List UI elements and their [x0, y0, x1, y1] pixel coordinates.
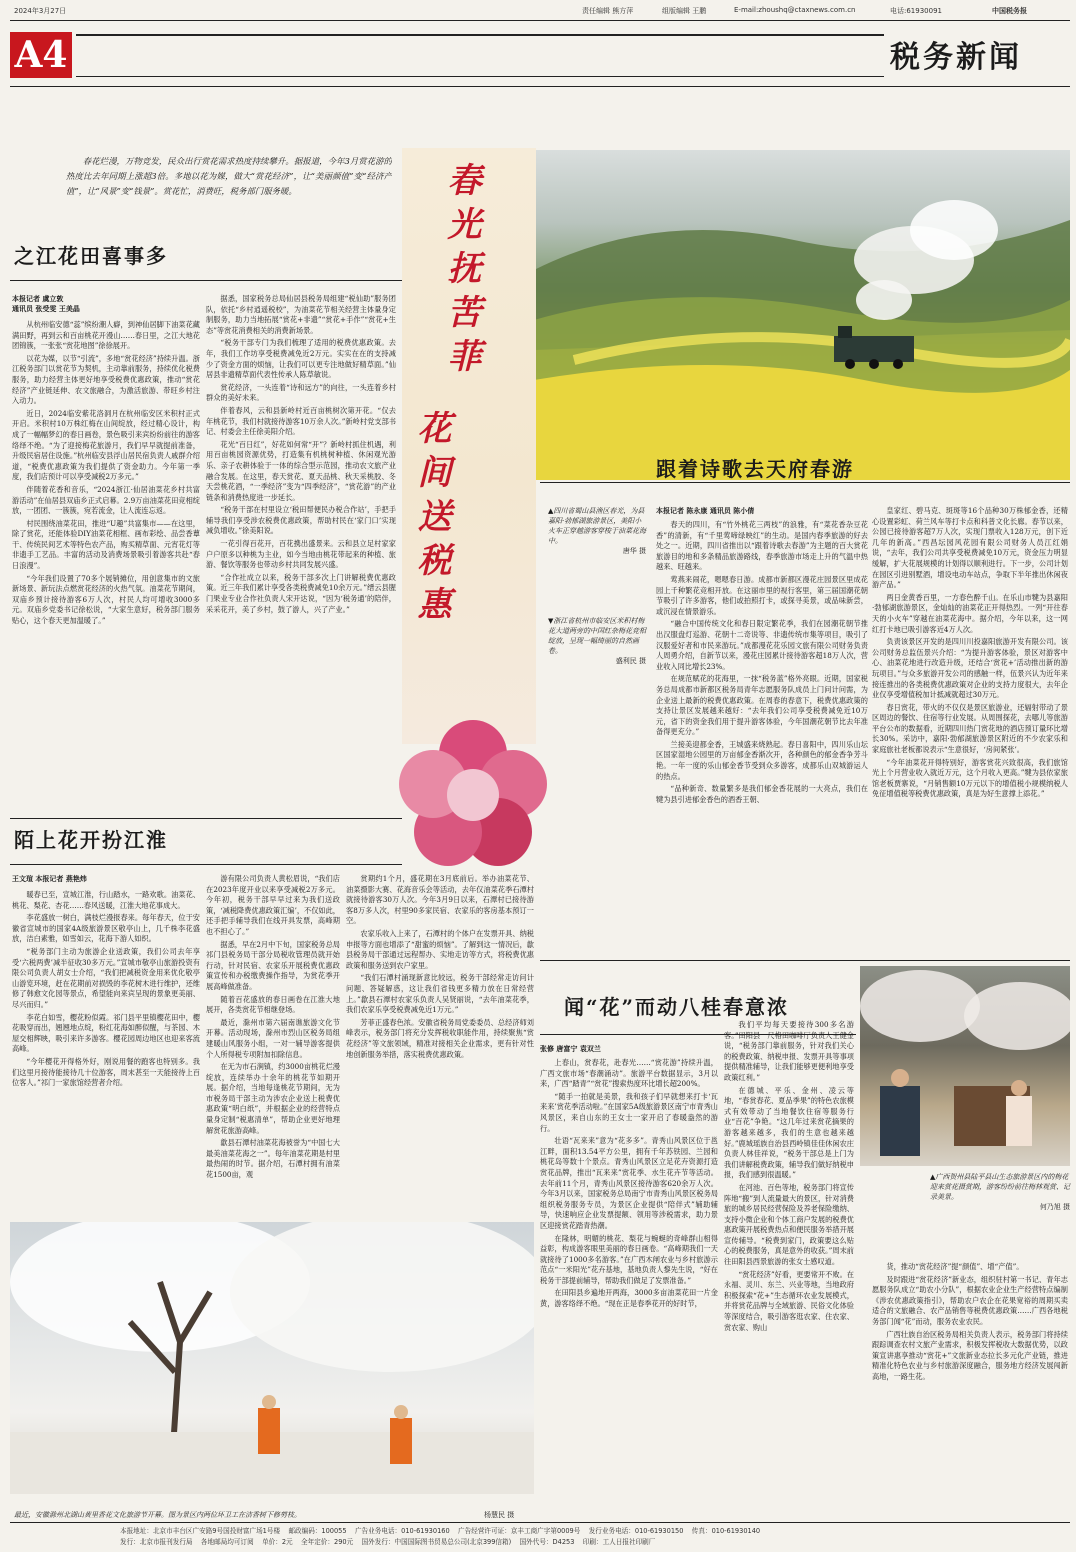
pear-blossom-illustration: [10, 1222, 534, 1494]
footer-annual: 全年定价：290元: [301, 1538, 354, 1546]
footer-code: 国外代号：D4253: [519, 1538, 575, 1546]
paragraph: “赏花经济”好看，更要常开不败。在永福、灵川、东兰、兴业等地，当地政府积极探索“花+”生态循环农业发展模式，并将赏花品牌与全域旅游、民俗文化体验等深度结合，吸引游客逛农家、住农家、赏农家、购山: [724, 1269, 854, 1332]
footer-postcode: 邮政编码：100055: [288, 1527, 347, 1535]
paragraph: 从杭州临安德“蕊”缤纷潮人癖，到神仙居脚下油菜花藏满田野，再到云和百亩桃花开漫山……春日里，之江大地花团锦簇，一张张“赏花地图”徐徐展开。: [12, 320, 200, 351]
paragraph: 在无为市石涧镇，约3000亩桃花烂漫绽放，连续举办十余年的桃花节如期开展。据介绍，当地每逢桃花节期间，无为市税务局干部主动为涉农企业送上税费优惠政策“明白纸”，并根据企业的经营特点量身定制“税惠清单”，帮助企业更好地理解赏花旅游高峰。: [206, 1062, 340, 1135]
paragraph: “品种新奇、数量繁多是我们郁金香花展的一大亮点，我们在犍为县引进郁金香色的酒香王朝、: [656, 784, 868, 804]
article4-column-1: [540, 1058, 718, 1506]
section-title: 税务新闻: [890, 40, 1022, 75]
paragraph: 我们平均每天要接待300多名游客。”田阳县一尺格田咖啡厅负责人王健金说，“税务部门靠前服务，针对我们关心的税费政策、纳税申报、发票开具等事项提供精准辅导，让我们能够更便利地享受政策红利。”: [724, 1020, 854, 1082]
page-number: A4: [14, 34, 68, 76]
paragraph: 及时跟进“赏花经济”新业态，组织驻村第一书记、青年志愿服务队成立“助农小分队”，根据农业企业生产经营特点编制《涉农优惠政策指引》，帮助农户农企在花果宽裕的周期买卖适合的文旅融合、农产品销售等税费优惠政策……广西各地税务部门闻“花”而动，服务农业农民。: [872, 1274, 1068, 1326]
paragraph: 村民围绕油菜花田，推进“U趣”共富集市——在这里，除了赏花，还能体验DIY油菜花相框、画布彩绘、品尝香蕈干、传统民间艺术等特色农产品，购买精草面、元宵花灯等非遗手工艺品。丰富的活动及消费场景吸引着游客共赴“春日浪漫”。: [12, 518, 200, 571]
plum-garden-illustration: [860, 966, 1070, 1166]
issue-date: 2024年3月27日: [14, 7, 67, 15]
article1-byline-correspondent: 通讯员 张受雯 王美晶: [12, 305, 80, 313]
paragraph: “税务部门主动为旅游企业送政策，我们公司去年享受‘六税两费’减半征收30多万元。”宣城市敬亭山旅游投资有限公司负责人胡女士介绍，“我们把减税资金用来优化敬亭山游览环境，赶在花期前对损毁的李花树木进行维护，还维修了韩愈文化园等景点，希望能向来宾呈现的景象更美丽、尽兴而归。”: [12, 946, 200, 1009]
plum-blossom-collage: [398, 720, 548, 870]
article3-byline: 本报记者 陈永康 通讯员 陈小倩: [656, 507, 755, 515]
paragraph: 近日，2024临安紫花洛洞月在杭州临安区米积村正式开启。米积村10万株红梅在山间绽放，经过精心设计，构成了一幅幅梦幻的春日画卷，景色吸引来宾纷纷前往的游客络绎不绝。“为了迎接梅花旅游月，我们早早就提前准备，升级民宿居住设施。”杭州临安县浮山居民宿负责人戚群介绍道，“税费优惠政策为我们提供了资金助力。今年第一季度，我们店预计可以享受减税2万多元。”: [12, 408, 200, 482]
paragraph: 在河池、百色等地，税务部门将宣传阵地“搬”到人流量最大的景区，针对消费旅的城乡居民经营保险及养老保险缴纳、支持小微企业和个体工商户发展的税费优惠政策开展税费热点和便民服务举措开展宣传辅导。“税费到家门，政策要这么贴心的税费服务，真是意外的收获。”周末前往田阳县西景旅游的张女士感叹道。: [724, 1182, 854, 1267]
paragraph: “今年我们设置了70多个展销摊位，用创意集市的文旅新场景、新玩法点燃赏花经济的火热气氛。油菜花节期间，双庙乡预计接待游客6万人次，村民人均可增收3000多元。双庙乡党委书记徐松说，“大家生意好，税务部门服务贴心，这个春天更加温暖了。”: [12, 573, 200, 626]
paragraph: 游有限公司负责人黄松眉说，“我们店在2023年度开业以来享受减税2万多元。今年初，税务干部早早过来为我们送政策，‘减税降费优惠政策汇编’，不仅如此，还手把手辅导我们在线开具发票，高峰期也不担心了。”: [206, 874, 340, 936]
paragraph: 暖春已至，宣城江淮，行山踏水，一路欢歌。油菜花、桃花、梨花、杏花……春风送暖，江淮大地花事成大。: [12, 890, 200, 910]
paragraph: 广西壮族自治区税务局相关负责人表示，税务部门将持续跟踪调查农村文旅产业需求，积极发挥税收大数据优势，以政策宣讲惠享推动“赏花+”文旅新业态拉长多元化产业链，推进精准化特色农业与乡村旅游深度融合，服务地方经济发展闯新高地，一路生花。: [872, 1329, 1068, 1381]
article1-column-1: [12, 320, 200, 810]
plum-garden-photo: [860, 966, 1070, 1166]
paragraph: 伴着春风，云和县新岭村近百亩桃树次第开花。“仅去年桃花节，我们村就接待游客10万余人次。”新岭村党支部书记、村委会主任徐美阳介绍。: [206, 405, 396, 437]
layout-editor-credit: 组版编辑 王鹏: [662, 7, 707, 15]
article3-caption-1: ▲四川省蜀山县渔区春光，为县嘉阳·勃郁湖旅游景区，美阳小火车正穿越游客穿梭于油菜花海中。: [548, 507, 646, 545]
paragraph: “税务干部在村里设立‘税田帮便民办税合作站’，手把手辅导我们享受涉农税费优惠政策，帮助村民在‘家门口’实现减负增收。”徐美阳说。: [206, 505, 396, 536]
paragraph: 随着百花盛放的春日画卷在江淮大地展开，各类赏花节相继登场。: [206, 994, 340, 1015]
article1-column-2: [206, 294, 396, 810]
paragraph: 芳菲正盛春色浓。安徽省税务局党委委员、总经济师刘峰表示，税务部门将充分发挥税收职能作用，持续聚焦“赏花经济”等文旅领域，精准对接相关企业需求，更有针对性地创新服务举措，落实税费优惠政策。: [346, 1017, 534, 1059]
editor-credit: 责任编辑 熊方萍: [582, 7, 634, 15]
newspaper-name: 中国税务报: [992, 7, 1027, 15]
paragraph: “我们石潭村涌现新意比较远，税务干部经常走访问计问题、答疑解惑，这让我们省钱更多精力放在日常经营上。”歙县石潭村农家乐负责人吴贤丽说，“去年油菜花季，我们农家乐享受税费减免近1万元。”: [346, 973, 534, 1015]
rapeseed-train-illustration: [534, 150, 1070, 480]
footer-fax: 传真：010-61930140: [691, 1527, 761, 1535]
intro-paragraph: [66, 154, 392, 201]
paragraph: 李花白如雪，樱花粉似霞。祁门县平里镇樱花田中，樱花吸穿而出，翘翘地点绽，粉红花海如醉似醒，与茶园、木屋交相辉映，吸引来许多游客。樱花园周边地区也迎来客流高峰。: [12, 1012, 200, 1054]
article2-column-1: [12, 890, 200, 1216]
vertical-headline-1: 春光抚苦菲: [441, 162, 481, 382]
paragraph: 花光“百日红”，好花如何常“开”？新岭村抓住机遇，利用百亩桃园资源优势，打造集有机桃树种植、休闲观光游乐、亲子农耕体验于一体的综合型示范园，推动农文旅产业融合发展。在这里，春天赏花、夏天品桃、秋天采桃胶、冬天尝桃花酒，“一季经济”变为“四季经济”，“赏花游”的产业链条和消费热度进一步延长。: [206, 439, 396, 502]
paragraph: “融合中国传统文化和春日限定繁花季，我们在园潮花朝节推出汉服盘灯巡游、花朝十二奇说等、非遗传统市集等项目，吸引了汉服爱好者和市民来游玩。”成都漫花花乐园文旅有限公司财务负责人周勇介绍，自新节以来，漫花庄园累计接待游客超18万人次，营业收入同比增长23%。: [656, 619, 868, 671]
footer-price: 单价：2元: [262, 1538, 293, 1546]
paragraph: 春天的四川，有“竹外桃花三两枝”的浪雅，有“菜花香杂豆花香”的清新，有“千里莺啼绿映红”的生动。是国内春季旅游的好去处之一。近期，四川省推出以“跟着诗歌去春游”为主题的百大赏花旅游目的地和多条精品旅游路线，春季旅游市场走上升的气温中热越来、旺越来。: [656, 520, 868, 572]
article3-column-2: [872, 506, 1068, 954]
footer-offices: 各地邮局均可订阅: [200, 1538, 254, 1546]
article2-byline: 王文瑄 本报记者 燕艳炜: [12, 875, 87, 883]
paragraph: “合作社成立以来，税务干部多次上门讲解税费优惠政策。近三年我们累计享受各类税费减免10余万元。”缙云县腥门果业专业合作社负责人宋开达说，“因为‘税务通’的陪伴，采采花开，美了乡村，鼓了游人，兴了产业。”: [206, 572, 396, 614]
footer-ad-license: 广告经营许可证：京丰工商广字第0009号: [458, 1527, 581, 1535]
paragraph: 据悉，早在2月中下旬，国家税务总局祁门县税务局干部分局税收管理员就开始行动，针对民宿、农家乐开展税费优惠政策宣传和办税缴费操作指导，为赏花季开展高峰做准备。: [206, 939, 340, 991]
paragraph: 伴随着花香和音乐，“2024浙江·仙居油菜花乡村共富游活动”在仙居县双庙乡正式启幕。2.9万亩油菜花田竞相绽放，一团团、一簇簇，宛若流金，让人流连忘返。: [12, 484, 200, 516]
article1-title: 之江花田喜事多: [14, 244, 168, 268]
rapeseed-train-photo: [534, 150, 1070, 480]
paragraph: 在隆林，明媚的桃花、梨花与蜿蜒的奇峰群山相得益彰，构成游客眼里美丽的春日画卷。“高峰期我们一天就接待了1000多名游客。”在广西木闸农业与乡村旅游示范点“一米阳光”花卉基地，基地负责人黎先生说，“好在税务干部提前辅导，帮助我们做足了发票准备。”: [540, 1233, 718, 1285]
paragraph: 在德城、平乐、金州、凌云等地，“春赏春花、夏品季果”的特色农旅模式有效带动了当地餐饮住宿等服务行业“百花”争艳。“这几年过来赏花摘果的游客越来越多，我们的生意也越来越好。”鹿城瑶族自治县西岭镇佳佳休闲农庄负责人林佳祥说，“税务干部总是上门为我们讲解税费政策，辅导我们做好纳税申报，我们感到很温暖。”: [724, 1085, 854, 1180]
article2-photo-caption: 最近，安徽滁州北湖山黄里香花文化旅游节开幕。图为景区内两位环卫工在洁香树下修剪枝。: [14, 1511, 301, 1519]
paragraph: 在田阳县乡遍地开两海，3000多亩油菜花田一片金黄，游客络绎不绝。“现在正是春季花开的好时节，: [540, 1288, 718, 1309]
paragraph: 皇家红、碧马克、斑斑等16个品种30万株郁金香，还精心设置彩虹、荷兰风车等打卡点和科普文化长廊。春节以来，公园已接待游客超7万人次，实现门票收入128万元，创下近几年的新高。”西昌坛园风花园有限公司财务人员江红娟说，“去年，我们公司共享受税费减免10万元，资金压力明显缓解，扩大花展规模的计划得以顺利进行。下一步，公司计划在园区引进别墅酒，增设电动车站点，争取下半年推出休闲夜游产品。”: [872, 506, 1068, 590]
article2-column-3: [346, 874, 534, 1216]
article3-credit-1: 唐华 摄: [622, 547, 646, 555]
footer-ad-phone: 广告业务电话：010-61930160: [354, 1527, 450, 1535]
paragraph: 壮语“瓦来来”意为“花多多”。青秀山风景区位于邕江畔，面积13.54平方公里，拥有千年苏铁园、兰园和桃花岛等数十个景点。青秀山风景区立足花卉资源打造赏花品牌，推出“瓦来来”赏花季、水生花卉节等活动。去年前11个月，青秀山风景区接待游客620余万人次。今年3月以来，国家税务总局南宁市青秀山风景区税务局组织税务服务专员，为景区企业提供“陪伴式”辅助辅导，快速响应企业发票提额、领用等涉税需求，助力景区迎接赏花踏青热潮。: [540, 1136, 718, 1230]
paragraph: 一花引得百花开，百花携出盛景来。云和县立足村家家户户原多以种桃为主业，如今当地由桃花带起来的种植、旅游、餐饮等服务也带动乡村共同发展兴盛。: [206, 539, 396, 570]
pear-blossom-photo: [10, 1222, 534, 1494]
article2-title: 陌上花开扮江淮: [14, 828, 168, 852]
intro-text: 春花烂漫，万物竞发，民众出行赏花需求热度持续攀升。据报道，今年3月赏花游的热度比去年同期上涨超3倍。多地以花为媒，做大“赏花经济”，让“美丽颜值”变“经济产值”，让“风景”变“钱景”。赏花忙，消费旺，税务部门服务暖。: [66, 156, 392, 196]
paragraph: 货，推动“赏花经济”提“颜值”、增“产值”。: [886, 1262, 1024, 1271]
paragraph: “今年油菜花开得特别好，游客赏花兴致很高，我们旅馆光上个月营业收入就近万元，这个月收入更高。”犍为县依家旅馆老板贾寨说，“月销售额10万元以下的增值税小规模纳税人免征增值税等税费优惠政策，真是为好生意撑上添花。”: [872, 757, 1068, 799]
contact-phone: 电话:61930091: [890, 7, 942, 15]
paragraph: 春日赏花，带火的不仅仅是景区旅游业，还辐射带动了景区周边的餐饮、住宿等行业发展。从周围探花，去哪儿等旅游平台公布的数据看，近期四川热门赏花地的酒店预订量环比增长30%。采访中，嘉阳·勃郁湖旅游景区附近的不少农家乐和家庭旅社老板都说表示“生意很好，‘房间紧张’。: [872, 702, 1068, 755]
article4-column-3: [872, 1262, 1068, 1506]
article4-photo-credit: 何乃旭 摄: [1039, 1203, 1070, 1211]
paragraph: 最近，滁州市第六届南谯旅游文化节开幕。活动现场，滁州市烈山区税务局组建暖山风服务小组，一对一辅导游客提供个人所得税专项附加扣除信息。: [206, 1017, 340, 1059]
article1-byline-reporter: 本报记者 虞立敦: [12, 295, 64, 303]
paragraph: “今年樱花开得格外好，刚说用餐的跑客也特别多。我们这里月接待能接待几十位游客，周末甚至一天能接待上百位客人。”祁门一家旅馆经营者介绍。: [12, 1056, 200, 1088]
article2-photo-credit: 杨慧民 摄: [484, 1511, 515, 1519]
plum-blossom-collage-illustration: [398, 720, 548, 870]
contact-email[interactable]: E-mail:zhoushq@ctaxnews.com.cn: [734, 6, 856, 14]
paragraph: 兰接美迎都金香，王城盛来烧熟起。春日喜阳中，四川乐山坛区国家湿地公园里的万亩郁金香渐次开，各种颜色的郁金香争芳斗艳。一年一度的乐山郁金香节受到众多游客，成都乐山双城游运人的热点。: [656, 739, 868, 781]
paragraph: 莺燕来闹花，嗯嗯春日游。成都市新都区漫花庄园景区里成花园上千种繁花竞相开放。在这丽市里的视行客里，第三届国潮花朝节吸引了许多游客，他们或拍照打卡，或探寻美景，或品味新尝，或沉浸在情景游乐。: [656, 574, 868, 616]
paragraph: “随手一拍就是美景，我和孩子们早就想来打卡‘瓦来来’赏花季活动啦。”在国家5A级旅游景区南宁市青秀山风景区，来自山东的王女士一家开启了春暖盎然的游行。: [540, 1091, 718, 1133]
page-number-badge: [10, 32, 72, 78]
paragraph: 在规范赋花的花海里，一抹“税务蓝”格外亮眼。近期，国家税务总局成都市新都区税务局青年志愿服务队成员上门问计问需，为企业送上最新的税费优惠政策。在周春的春意下，税费优惠政策的支持让景区发展越来越好：“去年我们公司享受税费减免近10万元，省下的资金我们用于提升游客体验，今年国潮花朝节比去年准备得更充分。”: [656, 674, 868, 737]
article4-photo-caption: ▲广西贺州县陆平县山生态旅游景区内的梅花迎来赏花摄赏期，游客纷纷前往梅林观赏、记录美景。: [930, 1173, 1070, 1201]
article2-column-2: [206, 874, 340, 1216]
paragraph: 上春山，赏春花，赴春光……“赏花游”持续升温，广西文旅市场“春潮涌动”。旅游平台数据显示，3月以来，广西“踏青”“赏花”搜索热度环比增长超200%。: [540, 1058, 718, 1089]
article4-byline: 张修 唐富宁 袁双兰: [540, 1045, 601, 1053]
footer-dist-phone: 发行业务电话：010-61930150: [588, 1527, 684, 1535]
article3-title: 跟着诗歌去天府春游: [656, 457, 854, 481]
paragraph: 歙县石潭村油菜花海被誉为“中国七大最美油菜花海之一”。每年油菜花期是村里最热闹的时节。据介绍，石潭村拥有油菜花1500亩，观: [206, 1138, 340, 1180]
paragraph: 赏花经济，一头连着“诗和远方”的向往，一头连着乡村群众的美好未来。: [206, 382, 396, 403]
paragraph: 赏期约1个月，盛花期在3月底前后。举办油菜花节、油菜摄影大赛、花海音乐会等活动，去年仅油菜花季石潭村就接待游客30万人次。今年3月9日以来，石潭村已接待游客8万多人次，村里90多家民宿、农家乐的客房基本预订一空。: [346, 874, 534, 926]
paragraph: 农家乐收入上来了，石潭村的个体户在发票开具、纳税申报等方面也增添了“甜蜜的烦恼”。了解到这一情况后，歙县税务局干部通过远程帮办、实地走访等方式，将税费优惠政策和服务送到农户家里。: [346, 928, 534, 970]
footer-print: 国外发行：中国国际图书贸易总公司(北京399信箱): [361, 1538, 512, 1546]
footer-address: 本报地址：北京市丰台区广安路9号国投财富广场1号楼: [120, 1527, 281, 1535]
paragraph: “税务干部专门为我们梳理了适用的税费优惠政策。去年，我们工作坊享受税费减免近2万元。实实在在的支持减少了资金方面的烦恼，让我们可以更专注地做好精草面。”仙居县非遗精草面代表性传承人陈草敏说。: [206, 338, 396, 380]
paragraph: 李花盛放一树白，满枝烂漫报春来。每年春天，位于安徽省宣城市的国家4A级旅游景区敬亭山上，几千株李花盛放，洁白素雅，如雪如云，花海下游人如织。: [12, 913, 200, 944]
vertical-headline-2: 花间送税惠: [411, 410, 451, 630]
footer-dist: 发行：北京市报刊发行局: [120, 1538, 193, 1546]
footer-printer: 印刷：工人日报社印刷厂: [582, 1538, 656, 1546]
paragraph: 负责该景区开发的是四川川投嘉阳旅游开发有限公司。该公司财务总监伍景兴介绍：“为提升游客体验，景区对游客中心、油菜花地进行改造升级，还结合‘赏花+’活动推出新的游玩项目。”与众多旅游开发公司的感触一样，伍景兴认为近年来接连推出的各类税费优惠政策对企业的支持力度很大，去年企业仅享受增值税加计抵减就超过30万元。: [872, 637, 1068, 700]
article3-column-1: [656, 520, 868, 954]
article3-credit-2: 盛利民 摄: [615, 657, 646, 665]
paragraph: 据悉，国家税务总局仙居县税务局组建“税仙助”服务团队，依托“乡村逍遥税校”，为油菜花节相关经营主体量身定制服务，助力当地拓展“赏花+非遗”“赏花+手作”“赏花+生态”等赏花消费相关的消费新场景。: [206, 294, 396, 335]
paragraph: 以花为媒，以节“引流”，多地“赏花经济”持续升温。浙江税务部门以赏花节为契机，主动靠前服务，持续优化税费服务，助力经营主体更好地享受税费优惠政策，推动“赏花经济”产业链延伸、农文旅融合，为激活旅游、带旺乡村注入动力。: [12, 353, 200, 406]
article4-title: 闻“花”而动八桂春意浓: [564, 995, 790, 1019]
footer: [10, 1526, 1070, 1550]
paragraph: 两日金黄香百里，一方春色醉千山。在乐山市犍为县嘉阳·勃郁湖旅游景区，金灿灿的油菜花正开得热烈。一列“开往春天的小火车”穿越在油菜花海中。据介绍，今年以来，这一网红打卡地已吸引游客近4万人次。: [872, 592, 1068, 634]
article4-column-2: [724, 1020, 854, 1506]
article3-caption-2: ▼浙江省杭州市临安区米积村梅花大道两旁的中国红杂梅花竞相绽放，呈现一幅绮丽的自然画卷。: [548, 617, 646, 655]
